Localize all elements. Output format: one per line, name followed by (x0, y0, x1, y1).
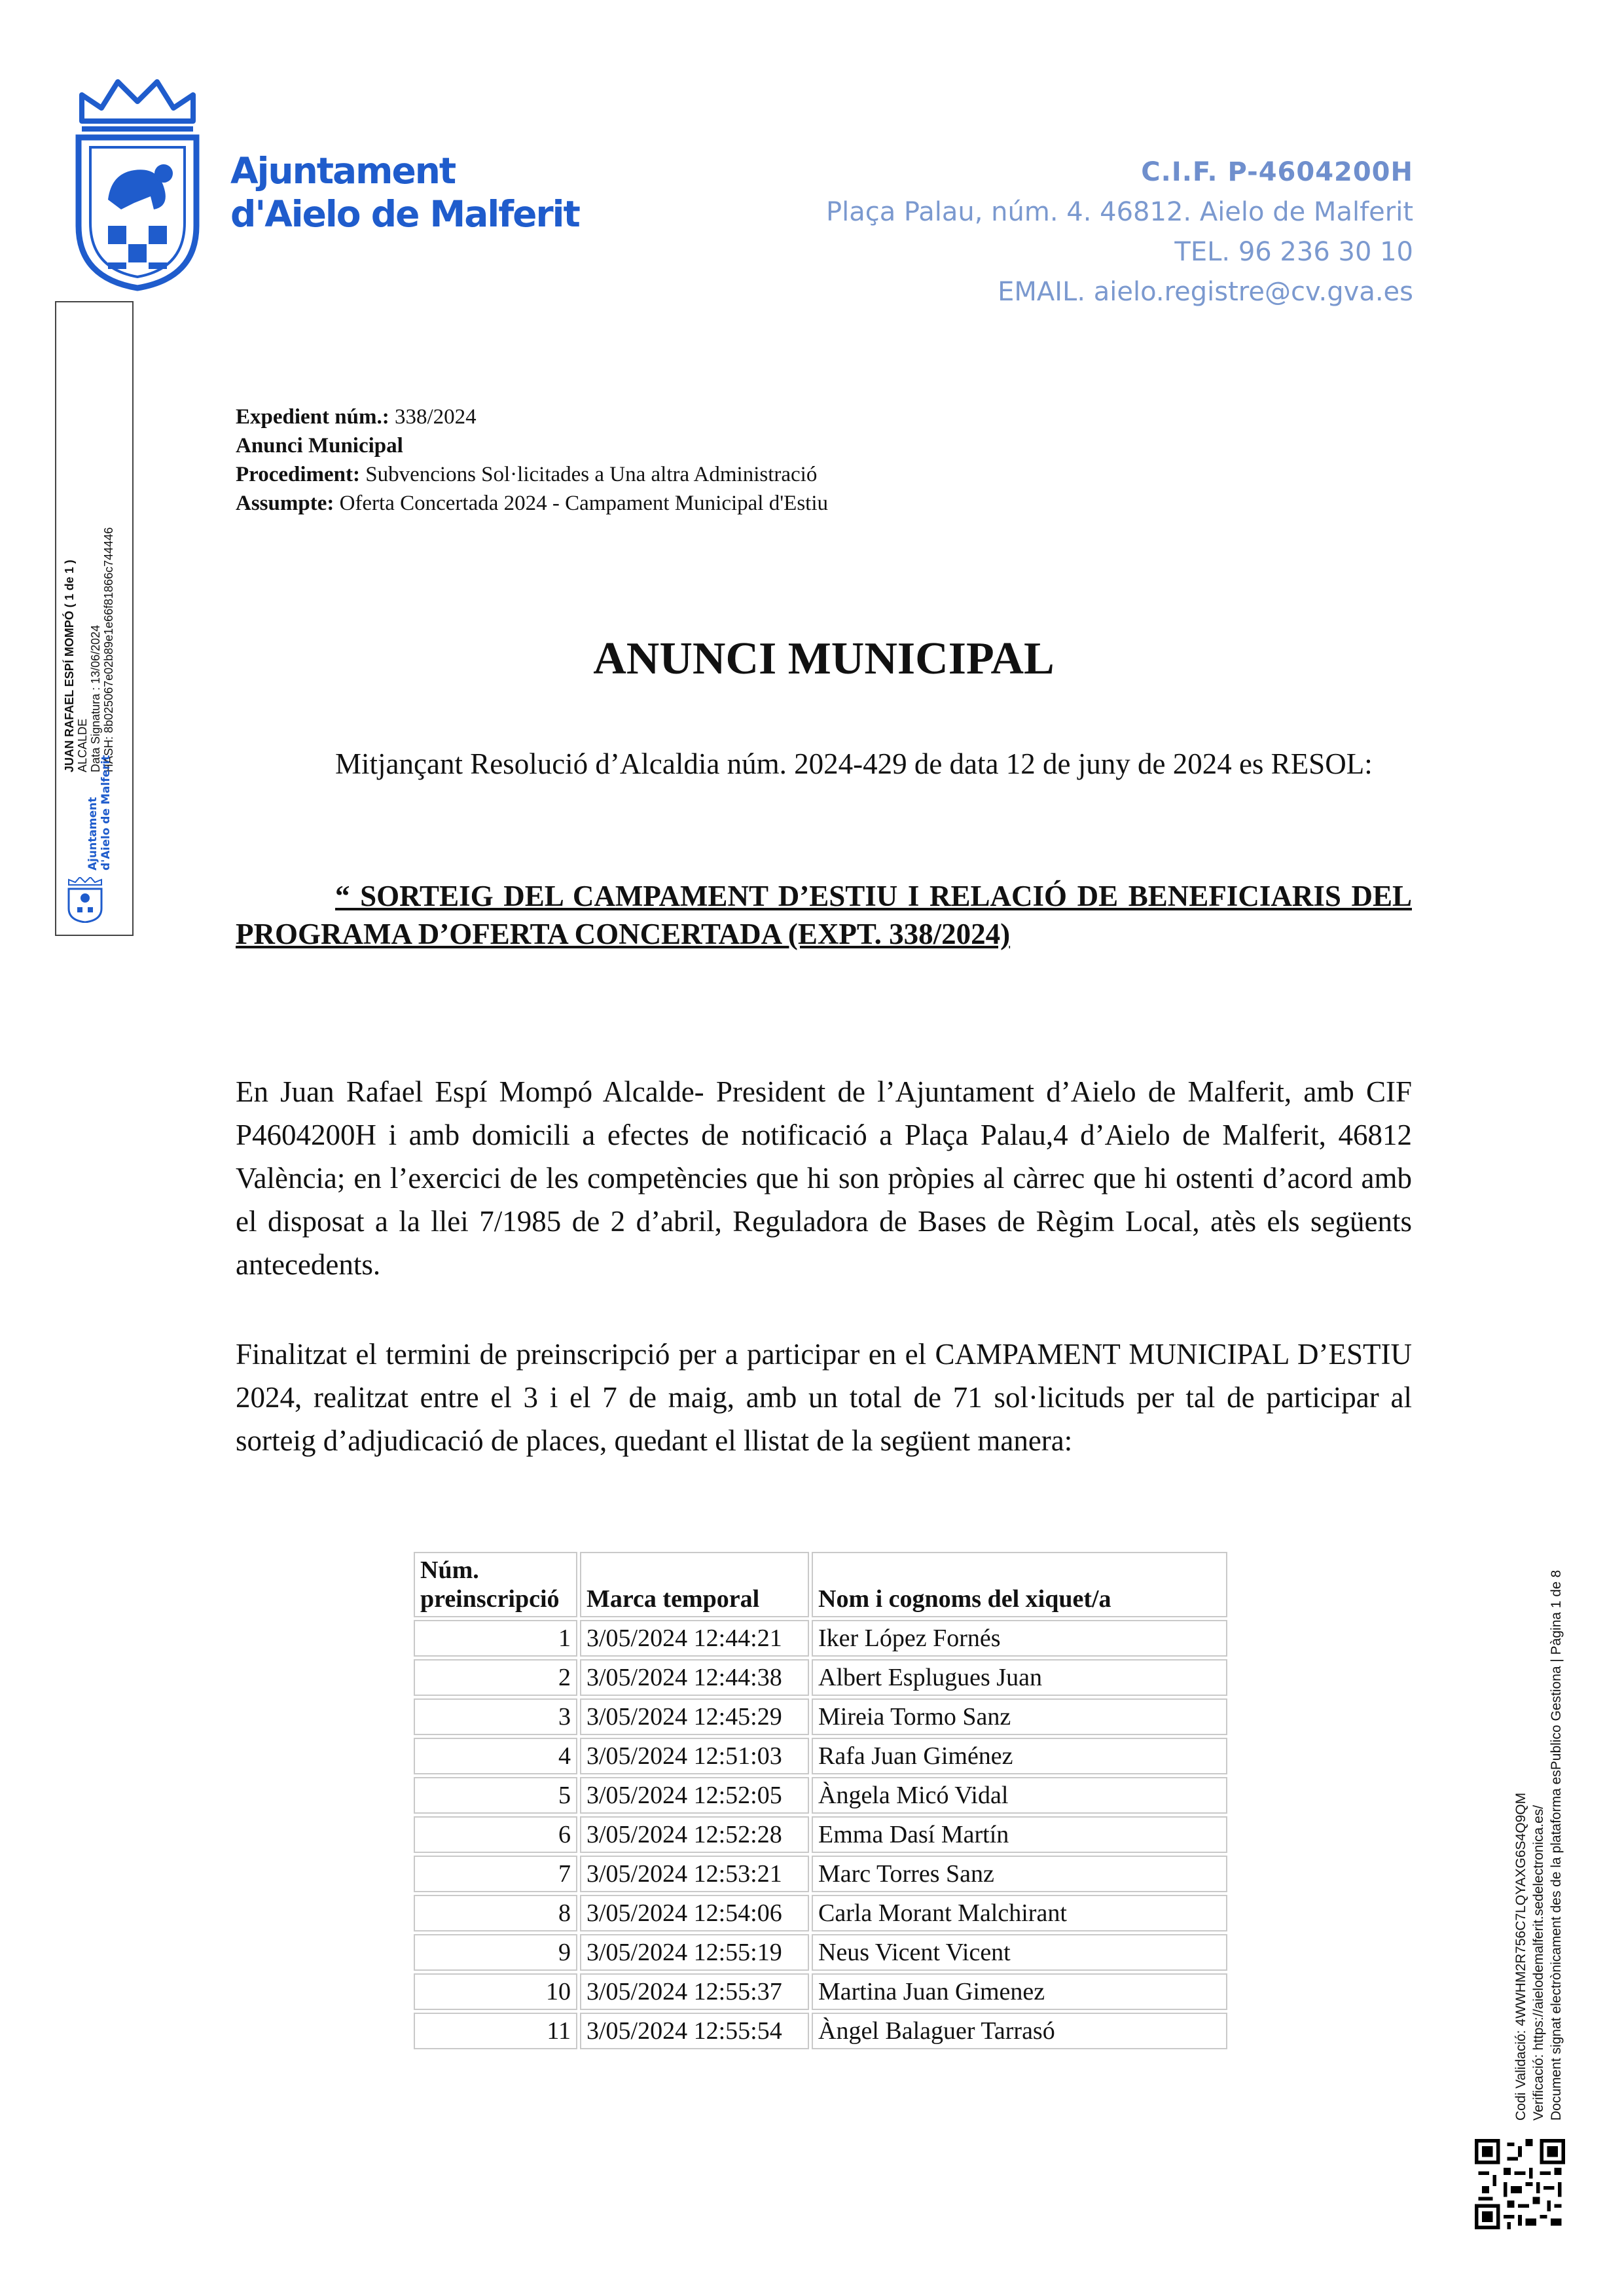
document-type: Anunci Municipal (236, 434, 403, 458)
table-row (414, 1698, 1227, 1735)
table-row (414, 1816, 1227, 1853)
expedient-block (236, 403, 828, 518)
paragraph-1: En Juan Rafael Espí Mompó Alcalde- President de l’Ajuntament d’Aielo de Malferit, amb CIF P4604200H i amb domicili a efectes de notificació a Plaça Palau,4 d’Aielo de Malferit, 46812 València; en l’exercici de les competències que hi son pròpies al càrrec que hi ostenti d’acord amb el disposat a la llei 7/1985 de 2 d’abril, Reguladora de Bases de Règim Local, atès els següents antecedents. (236, 1075, 1412, 1281)
row-child-name: Neus Vicent Vicent (812, 1934, 1227, 1971)
row-child-name: Emma Dasí Martín (812, 1816, 1227, 1853)
signer-role: ALCALDE (76, 718, 89, 772)
row-number: 11 (414, 2013, 577, 2049)
row-timestamp: 3/05/2024 12:55:54 (580, 2013, 809, 2049)
col-num-header-line-1: Núm. (420, 1556, 479, 1584)
paragraph-2: Finalitzat el termini de preinscripció per a participar en el CAMPAMENT MUNICIPAL D’ESTIU 2024, realitzat entre el 3 i el 7 de maig, amb un total de 71 sol·licituds per tal de participar al sorteig d’adjudicació de places, quedant el llistat de la següent manera: (236, 1338, 1412, 1457)
page-title: ANUNCI MUNICIPAL (593, 634, 1055, 684)
table-row (414, 2013, 1227, 2049)
col-num-header (414, 1552, 577, 1617)
validation-text (1512, 1570, 1565, 2121)
table-row (414, 1934, 1227, 1971)
signature-muni-line-2: d'Aielo de Malferit (99, 755, 113, 871)
row-number: 1 (414, 1620, 577, 1657)
address: Plaça Palau, núm. 4. 46812. Aielo de Malferit (825, 197, 1413, 227)
procedure-value: Subvencions Sol·licitades a Una altra Administració (360, 463, 818, 486)
table-body (414, 1620, 1227, 2049)
subject-label: Assumpte: (236, 492, 334, 515)
row-child-name: Marc Torres Sanz (812, 1856, 1227, 1892)
row-timestamp: 3/05/2024 12:52:05 (580, 1777, 809, 1814)
row-child-name: Iker López Fornés (812, 1620, 1227, 1657)
intro-text: Mitjançant Resolució d’Alcaldia núm. 2024-429 de data 12 de juny de 2024 es RESOL: (335, 747, 1373, 780)
email: EMAIL. aielo.registre@cv.gva.es (998, 277, 1413, 307)
contact-block (826, 153, 1413, 312)
table-row (414, 1659, 1227, 1696)
expedient-number: 338/2024 (389, 405, 477, 429)
row-number: 8 (414, 1895, 577, 1931)
row-number: 7 (414, 1856, 577, 1892)
municipality-line-2: d'Aielo de Malferit (230, 193, 579, 235)
row-timestamp: 3/05/2024 12:54:06 (580, 1895, 809, 1931)
row-number: 10 (414, 1973, 577, 2010)
municipality-name (230, 149, 579, 236)
row-timestamp: 3/05/2024 12:53:21 (580, 1856, 809, 1892)
validation-note: Document signat electrònicament des de la plataforma esPublico Gestiona | Pàgina 1 de 8 (1549, 1570, 1564, 2121)
table-row (414, 1620, 1227, 1657)
procedure-label: Procediment: (236, 463, 360, 486)
row-timestamp: 3/05/2024 12:55:37 (580, 1973, 809, 2010)
signature-hash: HASH: 8b025067e02b89e1e66f81866c744446 (102, 527, 115, 772)
signature-date: Data Signatura : 13/06/2024 (89, 624, 102, 772)
qr-code (1475, 2139, 1565, 2229)
signature-municipality (86, 755, 113, 871)
row-number: 4 (414, 1738, 577, 1774)
row-child-name: Albert Esplugues Juan (812, 1659, 1227, 1696)
row-number: 9 (414, 1934, 577, 1971)
signer-name: JUAN RAFAEL ESPÍ MOMPÓ ( 1 de 1 ) (63, 560, 76, 772)
row-number: 2 (414, 1659, 577, 1696)
phone: TEL. 96 236 30 10 (1174, 237, 1413, 267)
resolution-heading-text: “ SORTEIG DEL CAMPAMENT D’ESTIU I RELACIÓ DE BENEFICIARIS DEL PROGRAMA D’OFERTA CONCERTADA (EXPT. 338/2024) (236, 880, 1412, 950)
table-header-row (414, 1552, 1227, 1617)
row-timestamp: 3/05/2024 12:45:29 (580, 1698, 809, 1735)
row-child-name: Àngela Micó Vidal (812, 1777, 1227, 1814)
subject-value: Oferta Concertada 2024 - Campament Municipal d'Estiu (334, 492, 828, 515)
municipal-crest-logo (72, 75, 203, 291)
row-number: 6 (414, 1816, 577, 1853)
table-row (414, 1973, 1227, 2010)
row-number: 5 (414, 1777, 577, 1814)
municipality-line-1: Ajuntament (230, 150, 456, 192)
signature-text (63, 528, 115, 772)
preinscription-table (411, 1549, 1230, 2052)
row-child-name: Rafa Juan Giménez (812, 1738, 1227, 1774)
table-row (414, 1856, 1227, 1892)
intro-paragraph (236, 742, 1412, 785)
row-timestamp: 3/05/2024 12:44:38 (580, 1659, 809, 1696)
row-timestamp: 3/05/2024 12:44:21 (580, 1620, 809, 1657)
row-timestamp: 3/05/2024 12:51:03 (580, 1738, 809, 1774)
resolution-heading (236, 877, 1412, 953)
table-row (414, 1895, 1227, 1931)
signature-crest-icon (65, 877, 105, 923)
signature-muni-line-1: Ajuntament (86, 797, 99, 871)
row-timestamp: 3/05/2024 12:52:28 (580, 1816, 809, 1853)
row-child-name: Àngel Balaguer Tarrasó (812, 2013, 1227, 2049)
table-row (414, 1777, 1227, 1814)
row-timestamp: 3/05/2024 12:55:19 (580, 1934, 809, 1971)
table-row (414, 1738, 1227, 1774)
validation-url[interactable]: Verificació: https://aielodemalferit.sedelectronica.es/ (1531, 1805, 1546, 2121)
expedient-label: Expedient núm.: (236, 405, 389, 429)
row-number: 3 (414, 1698, 577, 1735)
col-name-header: Nom i cognoms del xiquet/a (812, 1552, 1227, 1617)
validation-code: Codi Validació: 4WWHM2R756C7LQYAXG6S4Q9QM (1513, 1792, 1528, 2121)
cif: C.I.F. P-4604200H (1141, 157, 1413, 187)
col-time-header: Marca temporal (580, 1552, 809, 1617)
row-child-name: Mireia Tormo Sanz (812, 1698, 1227, 1735)
row-child-name: Carla Morant Malchirant (812, 1895, 1227, 1931)
col-num-header-line-2: preinscripció (420, 1585, 560, 1613)
row-child-name: Martina Juan Gimenez (812, 1973, 1227, 2010)
